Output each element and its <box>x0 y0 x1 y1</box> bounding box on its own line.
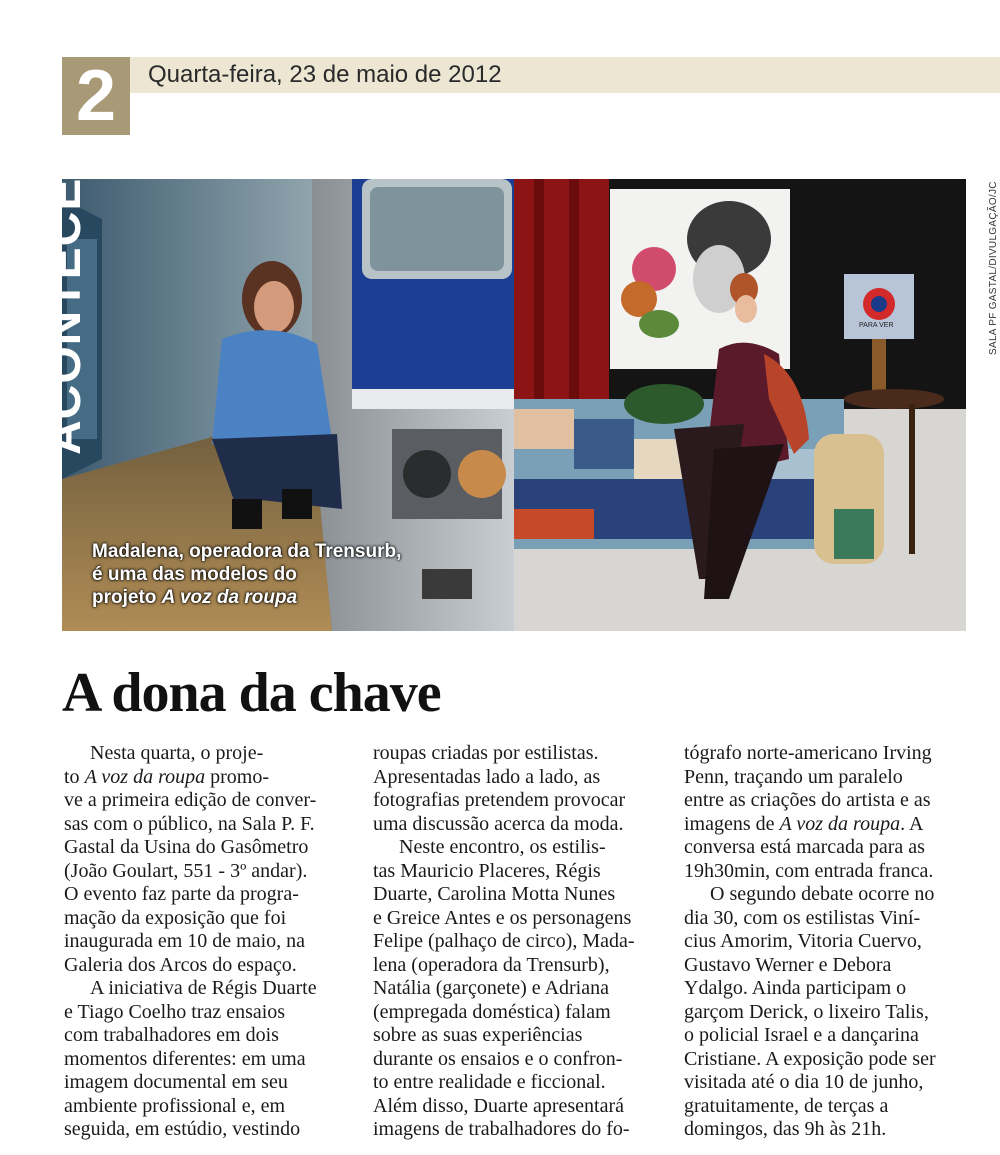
text-line: O segundo debate ocorre no <box>710 883 935 905</box>
text-line: A iniciativa de Régis Duarte <box>90 977 317 999</box>
section-label: ACONTECE <box>38 177 91 455</box>
text-line: imagens de trabalhadores do fo- <box>373 1118 630 1140</box>
text-line: uma discussão acerca da moda. <box>373 812 624 835</box>
text-line: visitada até o dia 10 de junho, <box>684 1071 924 1093</box>
article-column-1 <box>64 742 354 1142</box>
text-line: durante os ensaios e o confron- <box>373 1047 623 1070</box>
text-line <box>64 766 354 790</box>
text-line: gratuitamente, de terças a <box>684 1094 889 1117</box>
text-line: sobre as suas experiências <box>373 1024 583 1046</box>
page-number: 2 <box>75 56 117 136</box>
text-line: Além disso, Duarte apresentará <box>373 1094 625 1117</box>
text-line: tógrafo norte-americano Irving <box>684 742 932 764</box>
text-line: domingos, das 9h às 21h. <box>684 1118 887 1140</box>
photo-studio-portrait <box>514 179 966 631</box>
text-fragment: to <box>64 765 85 788</box>
caption-prefix: projeto <box>92 587 162 608</box>
page-number-box <box>62 57 130 135</box>
text-line: ve a primeira edição de conver- <box>64 789 317 811</box>
date-bar <box>130 57 1000 93</box>
text-line: 19h30min, com entrada franca. <box>684 859 934 882</box>
headline: A dona da chave <box>62 662 441 724</box>
caption-project-title: A voz da roupa <box>161 587 298 608</box>
article-column-3 <box>684 742 974 1142</box>
text-line: entre as criações do artista e as <box>684 789 931 811</box>
text-line: o policial Israel e a dançarina <box>684 1024 919 1046</box>
photo-caption <box>92 540 412 609</box>
lampshade-text: PARA VER <box>859 322 894 329</box>
text-line: (empregada doméstica) falam <box>373 1000 611 1023</box>
text-line: seguida, em estúdio, vestindo <box>64 1118 301 1140</box>
text-line: e Greice Antes e os personagens <box>373 906 632 929</box>
text-line: Nesta quarta, o proje- <box>90 742 264 764</box>
text-line: tas Mauricio Placeres, Régis <box>373 859 601 882</box>
text-fragment: imagens de <box>684 812 780 835</box>
text-line: garçom Derick, o lixeiro Talis, <box>684 1000 929 1023</box>
photo-credit: SALA PF GASTAL/DIVULGAÇÃO/JC <box>988 181 999 355</box>
text-fragment: promo- <box>205 765 270 788</box>
text-line: Galeria dos Arcos do espaço. <box>64 953 297 976</box>
text-line: O evento faz parte da progra- <box>64 883 299 905</box>
text-line: Natália (garçonete) e Adriana <box>373 977 609 999</box>
text-line: conversa está marcada para as <box>684 836 925 858</box>
text-fragment: . A <box>900 812 924 835</box>
text-line: (João Goulart, 551 - 3º andar). <box>64 859 308 882</box>
caption-line: é uma das modelos do <box>92 564 297 585</box>
caption-line: Madalena, operadora da Trensurb, <box>92 541 402 562</box>
text-line: Gustavo Werner e Debora <box>684 953 892 976</box>
text-line: Gastal da Usina do Gasômetro <box>64 836 309 858</box>
text-line: imagem documental em seu <box>64 1071 288 1093</box>
text-line: sas com o público, na Sala P. F. <box>64 812 315 835</box>
project-title: A voz da roupa <box>84 765 206 788</box>
text-line: roupas criadas por estilistas. <box>373 742 599 764</box>
text-line: Cristiane. A exposição pode ser <box>684 1047 936 1070</box>
caption-line <box>92 586 412 609</box>
issue-date: Quarta-feira, 23 de maio de 2012 <box>148 61 502 88</box>
text-line: cius Amorim, Vitoria Cuervo, <box>684 930 922 952</box>
text-line: com trabalhadores em dois <box>64 1024 279 1046</box>
text-line: fotografias pretendem provocar <box>373 789 626 811</box>
text-line: ambiente profissional e, em <box>64 1094 286 1117</box>
text-line <box>684 813 974 837</box>
text-line: Penn, traçando um paralelo <box>684 765 903 788</box>
text-line: Apresentadas lado a lado, as <box>373 765 601 788</box>
text-line: Felipe (palhaço de circo), Mada- <box>373 930 635 952</box>
text-line: dia 30, com os estilistas Viní- <box>684 906 921 929</box>
text-line: momentos diferentes: em uma <box>64 1047 306 1070</box>
project-title: A voz da roupa <box>779 812 901 835</box>
text-line: Neste encontro, os estilis- <box>399 836 606 858</box>
text-line: to entre realidade e ficcional. <box>373 1071 606 1093</box>
text-line: lena (operadora da Trensurb), <box>373 953 610 976</box>
text-line: mação da exposição que foi <box>64 906 287 929</box>
text-line: e Tiago Coelho traz ensaios <box>64 1000 286 1023</box>
text-line: Ydalgo. Ainda participam o <box>684 977 907 999</box>
text-line: inaugurada em 10 de maio, na <box>64 930 306 952</box>
text-line: Duarte, Carolina Motta Nunes <box>373 883 616 905</box>
article-column-2 <box>373 742 663 1142</box>
